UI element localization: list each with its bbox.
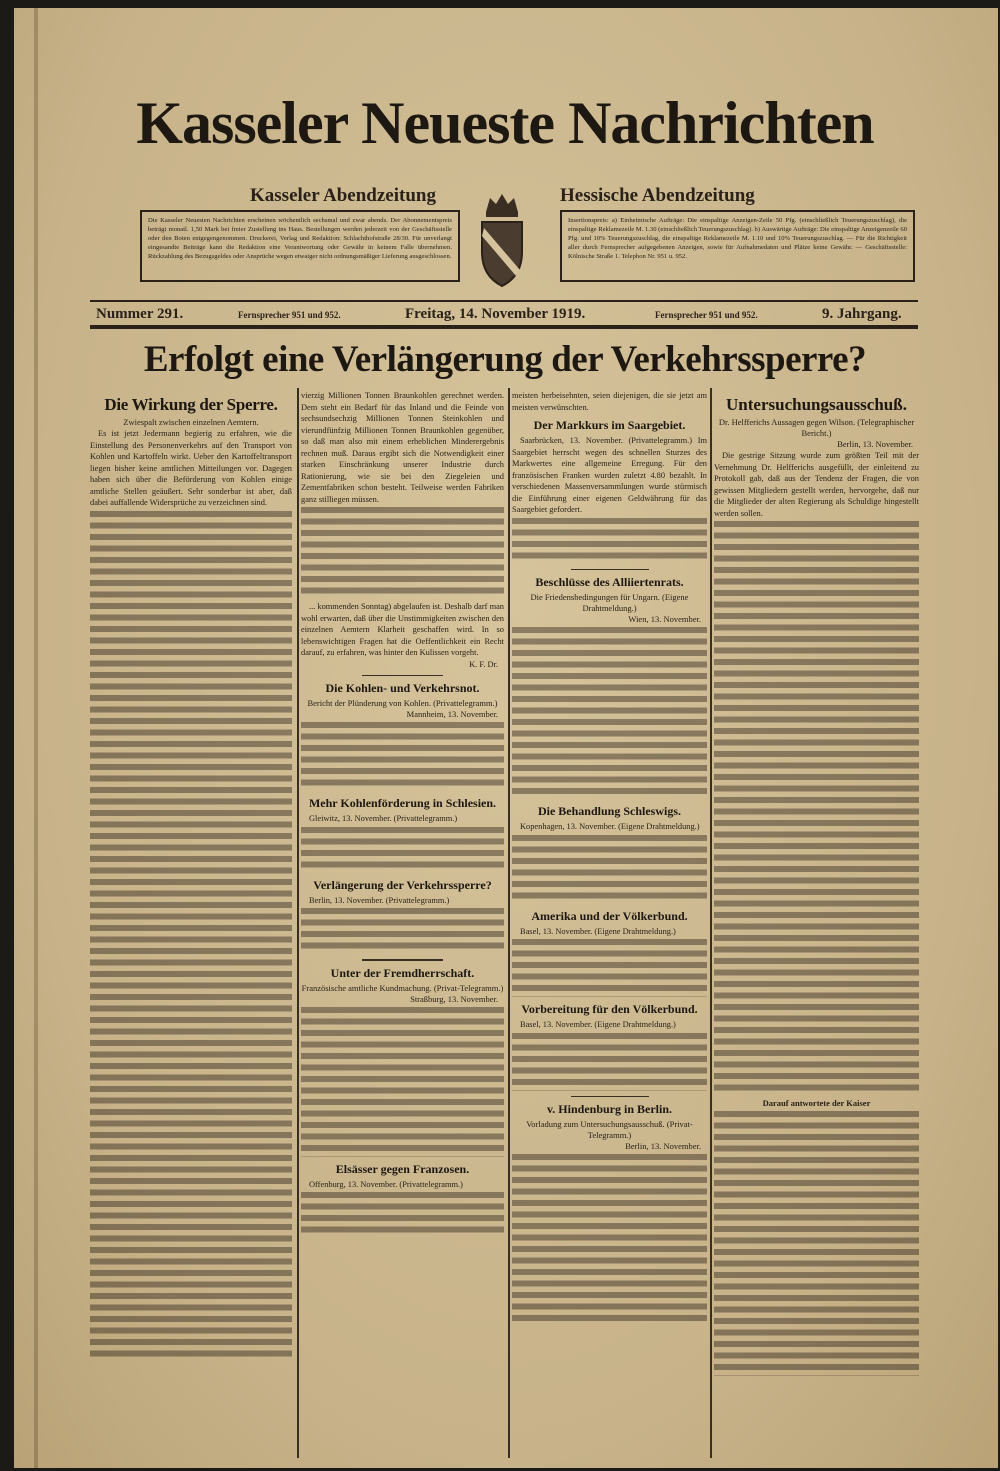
- masthead-title: Kasseler Neueste Nachrichten: [136, 90, 874, 156]
- masthead-subtitle-right: Hessische Abendzeitung: [560, 185, 755, 206]
- article-text: Saarbrücken, 13. November. (Privattelegramm.) Im Saargebiet herrscht wegen des schnellen Sturzes des Markwertes eine allgemeine Erregung. Für den französischen Franken wurden zuletzt 4.80 bezahlt. In verschiedenen Massenversammlungen wurde stürmisch die Einführung einer eigenen Geldwährung für das Saargebiet gefordert.: [512, 436, 707, 514]
- article-text-block: [512, 835, 707, 904]
- article-text-block: [512, 518, 707, 564]
- subscription-info-box: Die Kasseler Neuesten Nachrichten erscheinen wöchentlich sechsmal und zwar abends. Der Abonnementspreis beträgt monatl. 1,50 Mark bei freier Zustellung ins Haus. Bestellungen werden jederzeit von der Geschäftsstelle oder den Boten entgegengenommen. Druckerei, Verlag und Redaktion: Schlachthofstraße 28/30. Für unverlangt eingesandte Beiträge kann die Redaktion eine Verantwortung oder Gewähr in keinem Falle übernehmen. Rückzahlung des Bezugsgeldes oder Ansprüche wegen etwaiger nicht ordnungsmäßiger Lieferung ausgeschlossen.: [140, 210, 460, 282]
- article-text-block: [512, 1154, 707, 1326]
- issue-date: Freitag, 14. November 1919.: [405, 306, 586, 322]
- column-divider: [297, 388, 299, 1458]
- article-text-block: [512, 1033, 707, 1091]
- article-subtitle: Vorladung zum Untersuchungsausschuß. (Privat-Telegramm.): [526, 1119, 693, 1140]
- article-subheading: Darauf antwortete der Kaiser: [762, 1098, 871, 1108]
- issue-number: Nummer 291.: [96, 306, 184, 322]
- advertising-info-box: Insertionspreis: a) Einheimische Aufträge: Die einspaltige Anzeigen-Zeile 50 Pfg. (einschließlich Teuerungszuschlag), die einspaltige Reklamezeile M. 1.30 (einschließlich Teuerungszuschlag). b) Auswärtige Aufträge: Die einspaltige Anzeigenzeile 60 Pfg. und 10% Teuerungszuschlag, die einspaltige Reklamezeile M. 1.10 und 10% Teuerungszuschlag. — Für die Richtigkeit aller durch Fernsprecher aufgegebenen Anzeigen, sowie für Aufnahmedaten und Plätze keine Gewähr. — Geschäftsstelle: Kölnische Straße 1. Telephon Nr. 951 u. 952.: [560, 210, 915, 282]
- article-place: Wien, 13. November.: [628, 614, 701, 624]
- article-text: Es ist jetzt Jedermann begierig zu erfahren, wie die Einstellung des Personenverkehrs auf den Transport von Kohlen und Kartoffeln wirkt. Ueber den Kartoffeltransport liegen bisher keine amtlichen Mitteilungen vor. Dagegen haben sich über die Beförderung von Kohlen einige amtliche Stellen geäußert. Sehr sonderbar ist aber, daß dabei auffallende Widersprüche zu verzeichnen sind.: [90, 429, 292, 507]
- masthead-subtitle-left: Kasseler Abendzeitung: [250, 185, 436, 206]
- article-place: Berlin, 13. November.: [625, 1141, 701, 1151]
- article-subtitle: Zwiespalt zwischen einzelnen Aemtern.: [123, 417, 259, 427]
- article-lead: Gleiwitz, 13. November. (Privattelegramm.): [309, 814, 458, 823]
- article-title: v. Hindenburg in Berlin.: [546, 1102, 673, 1116]
- article-place: Berlin, 13. November.: [837, 439, 913, 449]
- article-text-block: [714, 1111, 919, 1376]
- article-title: Verlängerung der Verkehrssperre?: [313, 877, 492, 892]
- article-subtitle: Französische amtliche Kundmachung. (Privat-Telegramm.): [301, 982, 504, 993]
- column-2: [301, 390, 504, 1240]
- author-signature: K. F. Dr.: [469, 659, 498, 669]
- dateline-rule: [90, 325, 918, 329]
- article-lead: Berlin, 13. November. (Privattelegramm.): [309, 895, 450, 905]
- article-title: Vorbereitung für den Völkerbund.: [521, 1002, 698, 1016]
- article-text-block: [301, 722, 504, 791]
- article-title: Beschlüsse des Alliiertenrats.: [535, 575, 684, 589]
- article-title: Untersuchungsausschuß.: [726, 395, 907, 414]
- column-divider: [710, 388, 712, 1458]
- column-1: [90, 390, 292, 1363]
- article-title: Amerika und der Völkerbund.: [531, 908, 688, 923]
- phone-right: Fernsprecher 951 und 952.: [655, 310, 758, 320]
- article-subtitle: Dr. Helfferichs Aussagen gegen Wilson. (Telegraphischer Bericht.): [718, 417, 915, 438]
- article-title: Die Behandlung Schleswigs.: [537, 804, 682, 818]
- article-lead: Kopenhagen, 13. November. (Eigene Drahtmeldung.): [520, 822, 700, 831]
- article-title: Die Kohlen- und Verkehrsnot.: [325, 681, 480, 695]
- article-subtitle: Die Friedensbedingungen für Ungarn. (Eigene Drahtmeldung.): [530, 592, 689, 613]
- separator: [362, 675, 443, 677]
- article-place: Mannheim, 13. November.: [406, 709, 498, 719]
- phone-left: Fernsprecher 951 und 952.: [238, 310, 341, 320]
- article-text-block: [512, 939, 707, 997]
- article-text: ... kommenden Sonntag) abgelaufen ist. Deshalb darf man wohl erwarten, daß über die Unstimmigkeiten zwischen den einzelnen Aemtern Klarheit geschaffen wird. In so lebenswichtigen Fragen hat die Oeffentlichkeit ein Recht darauf, zu erfahren, was hinter den Kulissen vorgeht.: [301, 602, 504, 657]
- separator: [362, 959, 443, 961]
- article-title: Der Markkurs im Saargebiet.: [533, 418, 686, 432]
- article-text-block: [301, 1007, 504, 1157]
- article-title: Unter der Fremdherrschaft.: [330, 965, 475, 980]
- masthead-rule: [90, 300, 918, 302]
- article-text: vierzig Millionen Tonnen Braunkohlen gerechnet werden. Dem steht ein Bedarf für das Inland und die Feinde von sechsundsechzig Millionen Tonnen Steinkohlen und vierundfünfzig Millionen Tonnen Braunkohlen gegenüber, so daß man also mit einem erheblichen Minderergebnis rechnen muß. Daraus ergibt sich die Notwendigkeit einer starken Einschränkung unserer Industrie durch Rationierung, wie sie bei den Ziegeleien und Zementfabriken schon besteht. Teilweise werden Fabriken ganz stilliegen müssen.: [301, 391, 504, 504]
- main-headline: Erfolgt eine Verlängerung der Verkehrssperre?: [143, 339, 867, 380]
- article-title: Die Wirkung der Sperre.: [104, 395, 278, 414]
- article-title: Mehr Kohlenförderung in Schlesien.: [308, 796, 497, 810]
- article-lead: Basel, 13. November. (Eigene Drahtmeldung.): [520, 1020, 676, 1029]
- article-place: Straßburg, 13. November.: [410, 993, 498, 1004]
- volume-number: 9. Jahrgang.: [822, 306, 902, 322]
- article-text-block: [714, 521, 919, 1096]
- article-lead: Offenburg, 13. November. (Privattelegramm.): [309, 1179, 463, 1189]
- article-text: meisten herbeisehnten, seien diejenigen, die sie jetzt am meisten verwünschten.: [512, 391, 707, 412]
- article-text-block: [301, 827, 504, 873]
- column-divider: [508, 388, 510, 1458]
- article-text: Die gestrige Sitzung wurde zum größten Teil mit der Vernehmung Dr. Helfferichs ausgefüllt, der einleitend zu Protokoll gab, daß aus der Tendenz der Fragen, die von gewissen Mitgliedern gestellt werden, hervorgehe, daß nur die Mitglieder der alten Regierung als Schuldige hingestellt werden sollen.: [714, 451, 919, 518]
- article-text-block: [301, 507, 504, 599]
- article-title: Elsässer gegen Franzosen.: [335, 1161, 470, 1176]
- coat-of-arms-icon: [478, 190, 526, 290]
- column-3: [512, 390, 707, 1328]
- page-fold: [34, 8, 38, 1468]
- article-subtitle: Bericht der Plünderung von Kohlen. (Privattelegramm.): [307, 698, 498, 708]
- separator: [571, 1096, 649, 1098]
- column-4: [714, 390, 919, 1378]
- article-text-block: [90, 511, 292, 1361]
- separator: [571, 569, 649, 571]
- article-text-block: [512, 627, 707, 799]
- article-text-block: [301, 908, 504, 954]
- article-text-block: [301, 1192, 504, 1238]
- article-lead: Basel, 13. November. (Eigene Drahtmeldung.): [520, 926, 676, 936]
